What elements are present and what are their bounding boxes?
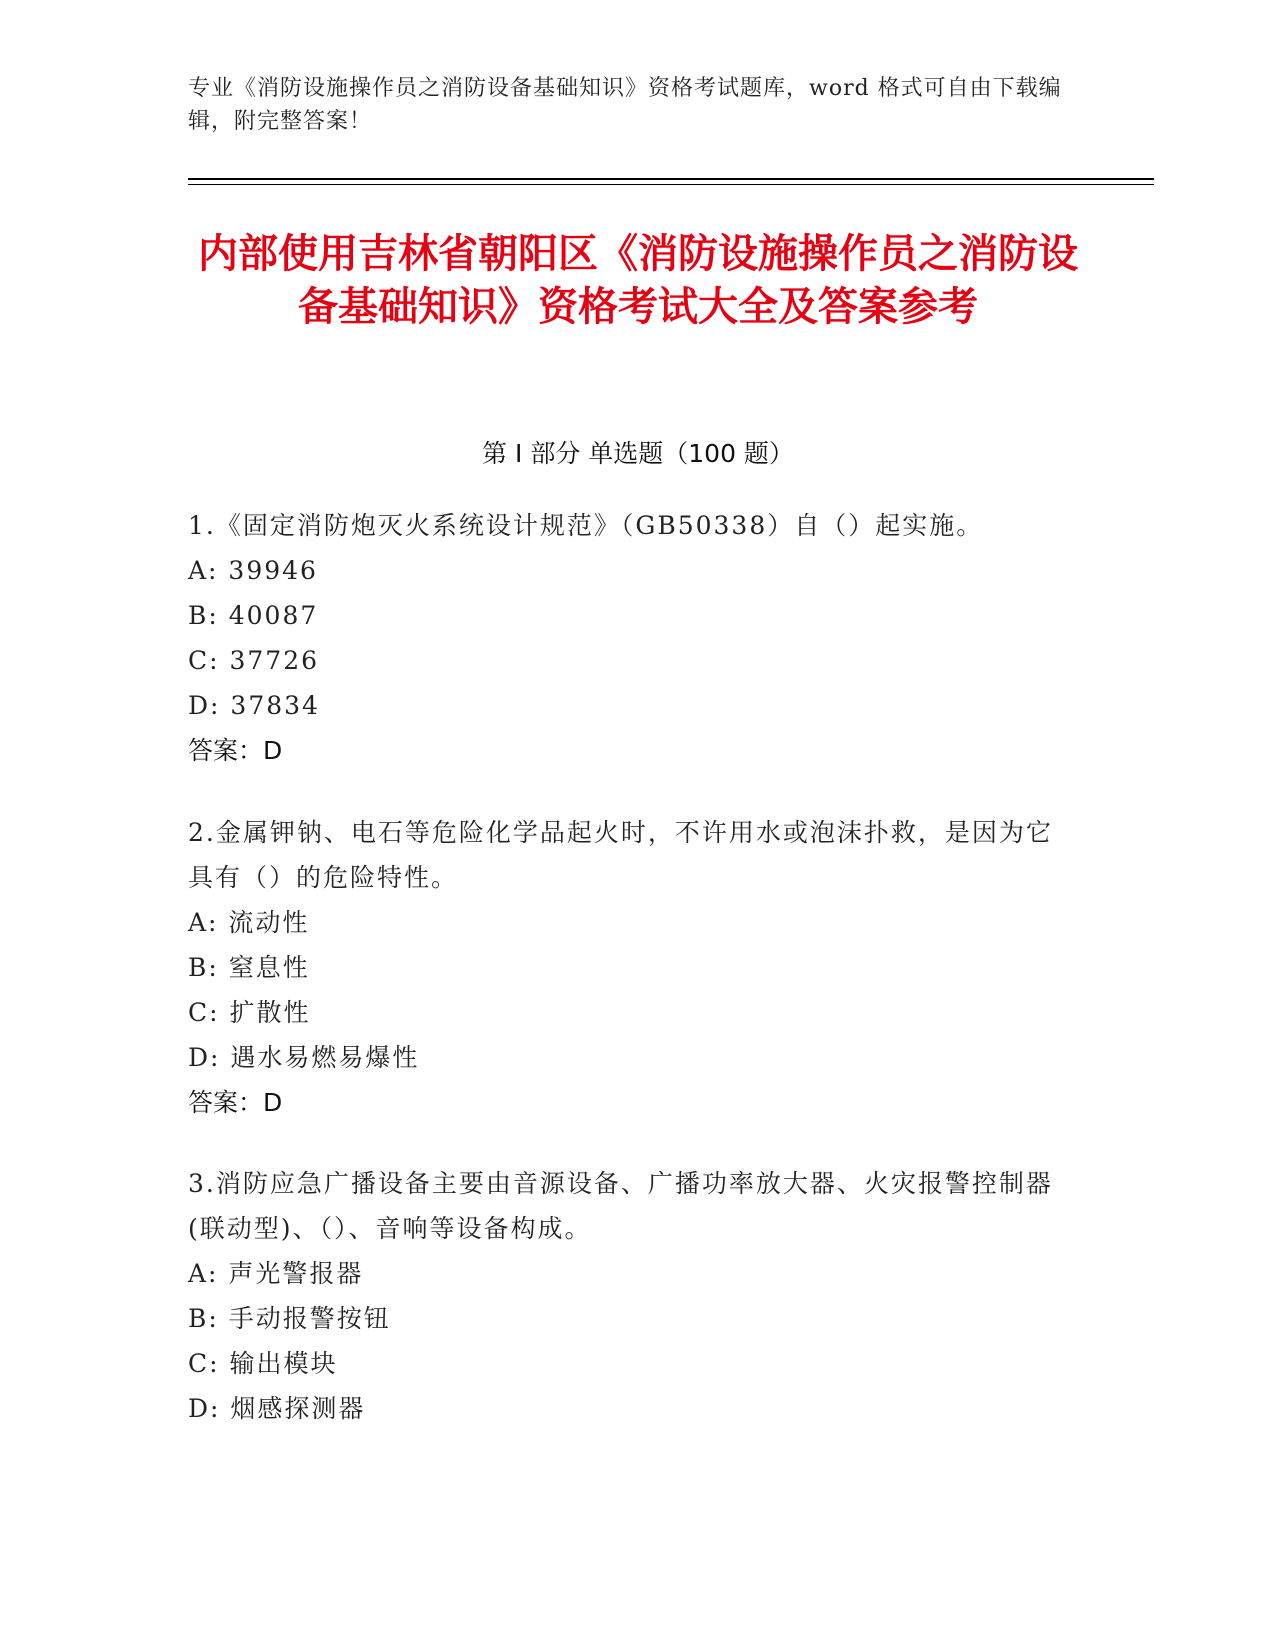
- option-a: A: 流动性: [188, 908, 310, 937]
- option-a: A: 39946: [188, 556, 318, 585]
- option-b: B: 窒息性: [188, 953, 310, 982]
- answer: 答案：D: [188, 736, 283, 765]
- option-c: C: 扩散性: [188, 998, 311, 1027]
- section-heading: 第 I 部分 单选题（100 题）: [482, 439, 794, 468]
- option-d: D: 37834: [188, 691, 320, 720]
- header-note: 专业《消防设施操作员之消防设备基础知识》资格考试题库，word 格式可自由下载编辑，附完整答案！: [188, 76, 1062, 134]
- question-3: [188, 1161, 1068, 1431]
- option-b: B: 手动报警按钮: [188, 1304, 391, 1333]
- option-d: D: 烟感探测器: [188, 1394, 366, 1423]
- question-1: [188, 503, 1068, 773]
- header-rule-thin: [188, 184, 1154, 185]
- option-b: B: 40087: [188, 601, 319, 630]
- answer: 答案：D: [188, 1088, 283, 1117]
- option-d: D: 遇水易燃易爆性: [188, 1043, 420, 1072]
- question-stem: 3.消防应急广播设备主要由音源设备、广播功率放大器、火灾报警控制器(联动型)、（）、音响等设备构成。: [188, 1169, 1053, 1243]
- question-2: [188, 810, 1068, 1125]
- option-a: A: 声光警报器: [188, 1259, 364, 1288]
- question-stem: 1.《固定消防炮灭火系统设计规范》（GB50338）自（）起实施。: [188, 511, 984, 540]
- document-title: 内部使用吉林省朝阳区《消防设施操作员之消防设备基础知识》资格考试大全及答案参考: [198, 231, 1078, 330]
- option-c: C: 输出模块: [188, 1349, 338, 1378]
- header-rule-thick: [188, 178, 1154, 180]
- question-stem: 2.金属钾钠、电石等危险化学品起火时，不许用水或泡沫扑救，是因为它具有（）的危险特性。: [188, 818, 1053, 892]
- option-c: C: 37726: [188, 646, 320, 675]
